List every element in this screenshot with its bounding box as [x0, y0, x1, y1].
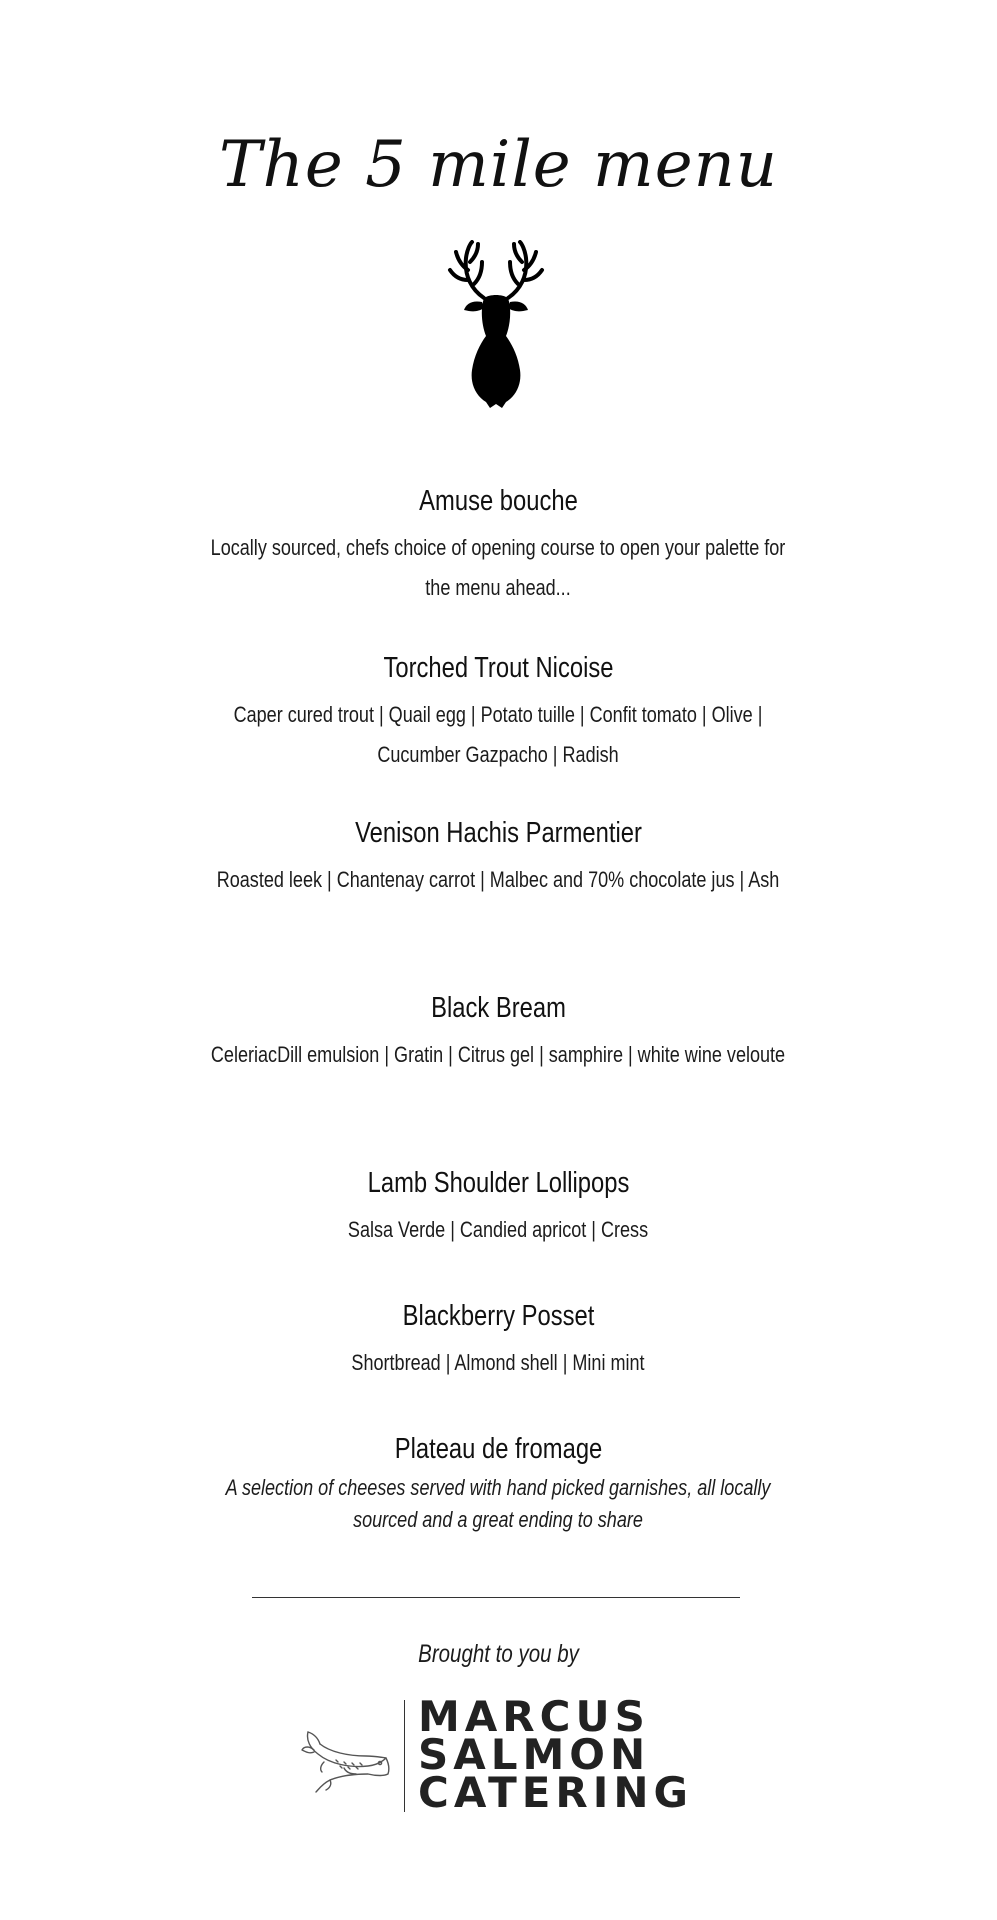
course-description: A selection of cheeses served with hand picked garnishes, all locally sourced and a great ending to share [225, 1475, 771, 1532]
logo-line-3: CATERING [418, 1768, 693, 1817]
course-name: Venison Hachis Parmentier [355, 817, 642, 849]
course-description: Shortbread | Almond shell | Mini mint [351, 1350, 645, 1375]
course-venison-hachis-parmentier [200, 817, 797, 900]
course-description: Locally sourced, chefs choice of opening course to open your palette for the menu ahead... [210, 535, 786, 600]
course-description: Caper cured trout | Quail egg | Potato tuille | Confit tomato | Olive | Cucumber Gazpacho | Radish [233, 702, 763, 767]
stag-head-icon [446, 240, 546, 408]
course-name: Blackberry Posset [402, 1300, 595, 1332]
course-name: Black Bream [431, 992, 566, 1024]
logo-divider [404, 1700, 405, 1812]
course-torched-trout-nicoise [200, 652, 797, 775]
divider-line [252, 1597, 740, 1598]
course-name: Lamb Shoulder Lollipops [367, 1167, 630, 1199]
caterer-logo [300, 1692, 700, 1818]
logo-wordmark [418, 1692, 693, 1817]
course-description: Salsa Verde | Candied apricot | Cress [347, 1217, 649, 1242]
course-lamb-shoulder-lollipops [200, 1167, 797, 1250]
course-name: Amuse bouche [419, 485, 578, 517]
brought-to-you-by: Brought to you by [418, 1640, 579, 1668]
course-plateau-de-fromage [200, 1433, 797, 1536]
course-description: CeleriacDill emulsion | Gratin | Citrus gel | samphire | white wine veloute [210, 1042, 786, 1067]
course-blackberry-posset [200, 1300, 797, 1383]
fish-icon [300, 1722, 395, 1794]
menu-title: The 5 mile menu [218, 128, 779, 202]
logo-line-1: MARCUS [418, 1692, 650, 1741]
course-amuse-bouche [200, 485, 797, 608]
course-name: Plateau de fromage [394, 1433, 603, 1465]
course-name: Torched Trout Nicoise [383, 652, 614, 684]
course-black-bream [200, 992, 797, 1075]
course-description: Roasted leek | Chantenay carrot | Malbec and 70% chocolate jus | Ash [216, 867, 780, 892]
logo-line-2: SALMON [418, 1730, 651, 1779]
